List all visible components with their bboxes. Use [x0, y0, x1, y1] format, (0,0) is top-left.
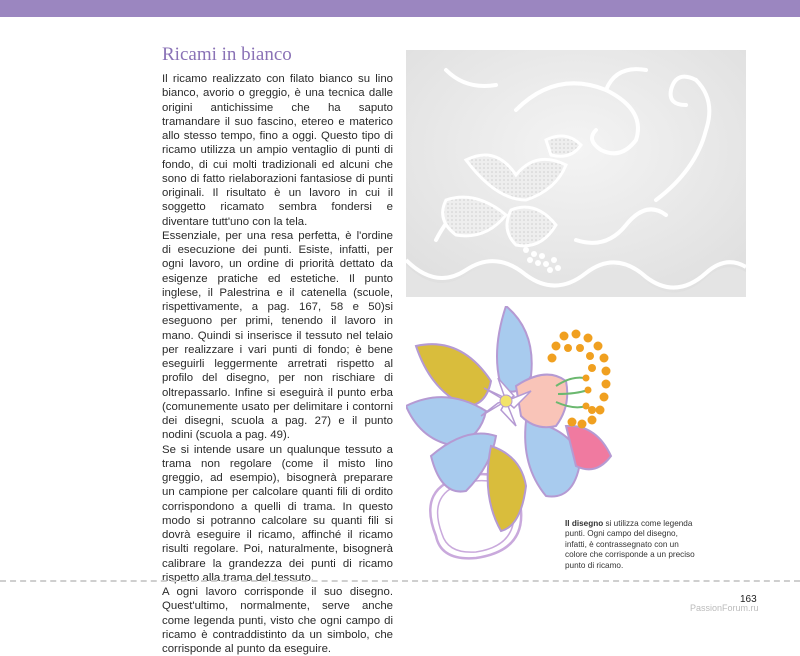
paragraph: Il ricamo realizzato con filato bianco su lino bianco, avorio o greggio, è una tecnica dalle origini antichissime che ha saputo tramandare il suo fascino, etereo e materico allo stesso tempo, fino a oggi. Questo tipo di ricamo utilizza un ampio ventaglio di punti di fondo, di cui molti tradizionali ed alcuni che sono di fatto rielaborazioni fantasiose di punti originali. Il risultato è un lavoro in cui il soggetto ricamato sembra fondersi e diventare tutt'uno con la tela. [162, 73, 393, 228]
watermark: PassionForum.ru [690, 603, 759, 613]
header-bar [0, 0, 800, 17]
paragraph: Se si intende usare un qualunque tessuto a trama non regolare (come il misto lino greggio, ad esempio), bisognerà preparare un campione per calcolare quanti fili di ordito corrispondono a quelli di trama. In questo modo si potranno calcolare su quanti fili si dovrà eseguire il ricamo, affinché il ricamo risulti regolare. Poi, naturalmente, bisognerà calibrare la grandezza dei punti di ricamo rispetto alla trama del tessuto. [162, 443, 393, 584]
page-number: 163 [740, 594, 757, 605]
embroidery-photo-art [406, 50, 746, 297]
article-body [162, 72, 393, 656]
footer-divider [0, 580, 800, 582]
caption-text: si utilizza come legenda punti. Ogni campo del disegno, infatti, è contrassegnato con un colore che corrisponde a un preciso punto di ricamo. [565, 519, 695, 570]
article-title: Ricami in bianco [162, 44, 292, 65]
figure-caption [565, 519, 695, 571]
caption-bold: Il disegno [565, 519, 604, 528]
paragraph: A ogni lavoro corrisponde il suo disegno. Quest'ultimo, normalmente, serve anche come legenda punti, visto che ogni campo di ricamo è contraddistinto da un simbolo, che corrisponde al punto da eseguire. [162, 586, 393, 655]
paragraph: Essenziale, per una resa perfetta, è l'ordine di esecuzione dei punti. Esiste, infatti, per ogni lavoro, un ordine di priorità dettato da esigenze pratiche ed estetiche. Il punto inglese, il Palestrina e il catenella (scuole, rispettivamente, a pag. 167, 58 e 50)si eseguono per primi, tenendo il lavoro in mano. Quindi si inserisce il tessuto nel telaio per realizzare i vari punti di fondo; è bene eseguirli leggermente arretrati rispetto al profilo del disegno, per non rischiare di oltrepassarlo. Infine si eseguirà il punto erba (comunemente usato per delimitare i contorni dei disegni, scuola a pag. 27) e il punto nodini (scuola a pag. 49). [162, 229, 393, 442]
embroidery-photo [406, 50, 746, 297]
